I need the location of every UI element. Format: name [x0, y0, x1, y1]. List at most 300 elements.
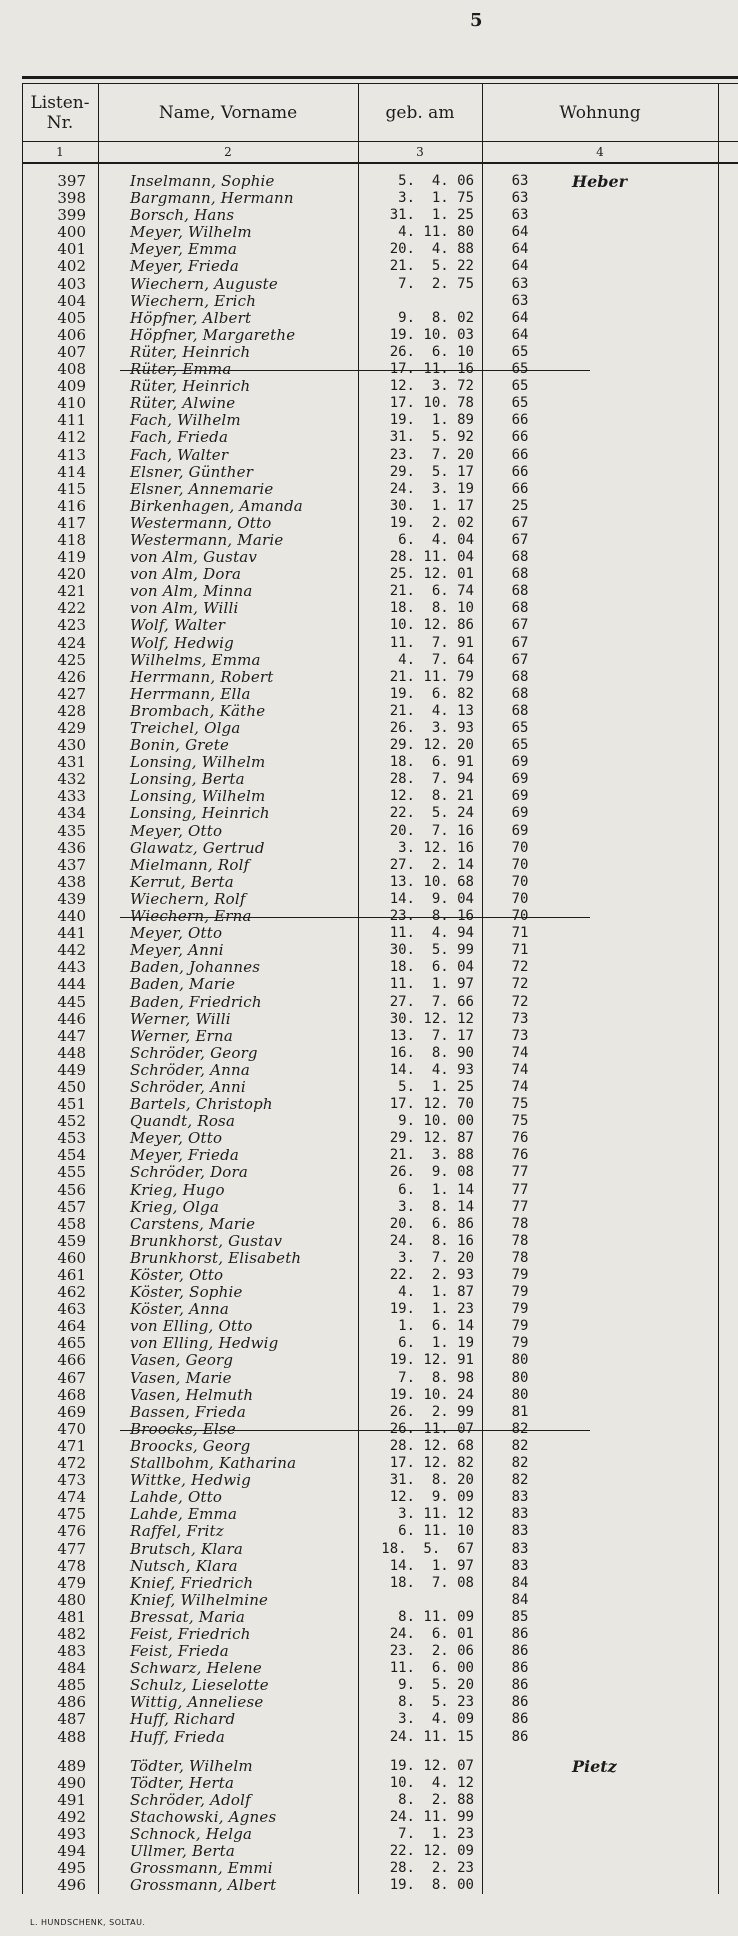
table-row	[0, 1792, 738, 1809]
birth-date: 18. 5. 67	[381, 1540, 474, 1557]
birth-date: 21. 4. 13	[389, 702, 474, 719]
table-row	[0, 720, 738, 737]
list-number: 469	[57, 1402, 86, 1421]
person-name: Elsner, Annemarie	[130, 479, 274, 498]
person-name: Mielmann, Rolf	[130, 855, 250, 874]
birth-date: 19. 8. 00	[389, 1877, 474, 1894]
table-row	[0, 498, 738, 515]
house-number: 65	[511, 737, 529, 754]
birth-date: 24. 8. 16	[389, 1232, 474, 1249]
birth-date: 19. 1. 23	[389, 1301, 474, 1318]
person-name: Wittke, Hedwig	[130, 1471, 252, 1490]
person-name: Carstens, Marie	[130, 1214, 256, 1233]
list-number: 414	[57, 462, 86, 481]
house-number: 76	[511, 1147, 529, 1164]
house-number: 73	[511, 1027, 529, 1044]
list-number: 444	[57, 975, 86, 994]
table-row	[0, 1489, 738, 1506]
person-name: Lonsing, Berta	[130, 770, 245, 789]
table-row	[0, 1541, 738, 1558]
table-row	[0, 1233, 738, 1250]
house-number: 83	[511, 1557, 529, 1574]
person-name: Höpfner, Margarethe	[130, 325, 296, 344]
person-name: Glawatz, Gertrud	[130, 838, 265, 857]
house-number: 67	[511, 617, 529, 634]
table-row	[0, 1643, 738, 1660]
table-row	[0, 1575, 738, 1592]
house-number: 69	[511, 805, 529, 822]
list-number: 493	[57, 1825, 86, 1843]
table-row	[0, 976, 738, 993]
birth-date: 7. 8. 98	[398, 1369, 474, 1386]
birth-date: 20. 6. 86	[389, 1215, 474, 1232]
table-row	[0, 959, 738, 976]
person-name: Rüter, Emma	[130, 360, 232, 379]
table-row	[0, 1711, 738, 1728]
list-number: 457	[57, 1197, 86, 1216]
person-name: Stallbohm, Katharina	[130, 1454, 297, 1473]
table-row	[0, 805, 738, 822]
person-name: Brombach, Käthe	[130, 701, 266, 720]
table-row	[0, 447, 738, 464]
person-name: Raffel, Fritz	[130, 1522, 224, 1541]
birth-date: 30. 1. 17	[389, 497, 474, 514]
birth-date: 14. 9. 04	[389, 890, 474, 907]
birth-date: 18. 6. 04	[389, 959, 474, 976]
birth-date: 11. 4. 94	[389, 925, 474, 942]
house-number: 69	[511, 754, 529, 771]
birth-date: 24. 3. 19	[389, 480, 474, 497]
table-row	[0, 994, 738, 1011]
table-row	[0, 1250, 738, 1267]
birth-date: 10. 4. 12	[389, 1774, 474, 1791]
list-number: 427	[57, 684, 86, 703]
table-row	[0, 1809, 738, 1826]
person-name: Baden, Johannes	[130, 958, 261, 977]
list-number: 450	[57, 1077, 86, 1096]
birth-date: 26. 11. 07	[389, 1420, 474, 1437]
birth-date: 8. 2. 88	[398, 1791, 474, 1808]
house-number: 86	[511, 1643, 529, 1660]
table-row	[0, 1284, 738, 1301]
house-number: 84	[511, 1574, 529, 1591]
list-number: 425	[57, 650, 86, 669]
list-number: 398	[57, 189, 86, 208]
person-name: Inselmann, Sophie	[130, 172, 275, 190]
birth-date: 3. 11. 12	[398, 1506, 474, 1523]
person-name: Schwarz, Helene	[130, 1659, 262, 1678]
list-number: 434	[57, 804, 86, 823]
person-name: Feist, Frieda	[130, 1642, 229, 1661]
birth-date: 20. 7. 16	[389, 822, 474, 839]
person-name: Tödter, Wilhelm	[130, 1756, 253, 1775]
table-row	[0, 1267, 738, 1284]
person-name: Bressat, Maria	[130, 1607, 245, 1626]
person-name: Höpfner, Albert	[130, 308, 252, 327]
house-number: 76	[511, 1130, 529, 1147]
birth-date: 26. 3. 93	[389, 720, 474, 736]
table-row	[0, 823, 738, 840]
list-number: 491	[57, 1790, 86, 1809]
list-number: 439	[57, 889, 86, 908]
list-number: 478	[57, 1556, 86, 1575]
list-number: 480	[57, 1590, 86, 1609]
birth-date: 19. 12. 91	[389, 1352, 474, 1369]
list-number: 401	[57, 240, 86, 259]
person-name: Huff, Frieda	[130, 1727, 226, 1746]
list-number: 420	[57, 565, 86, 584]
list-number: 451	[57, 1095, 86, 1114]
column-number: 3	[416, 145, 424, 159]
person-name: Westermann, Marie	[130, 530, 284, 549]
person-name: Brutsch, Klara	[130, 1539, 244, 1558]
house-number: 79	[511, 1335, 529, 1352]
list-number: 441	[57, 924, 86, 943]
table-row	[0, 395, 738, 412]
header-rule	[22, 141, 738, 142]
birth-date: 3. 8. 14	[398, 1198, 474, 1215]
table-row	[0, 241, 738, 258]
person-name: Bargmann, Hermann	[130, 189, 294, 208]
birth-date: 25. 12. 01	[389, 566, 474, 583]
list-number: 464	[57, 1317, 86, 1336]
birth-date: 27. 7. 66	[389, 993, 474, 1010]
person-name: Feist, Friedrich	[130, 1624, 251, 1643]
person-name: von Alm, Gustav	[130, 548, 258, 567]
person-name: Schröder, Anni	[130, 1077, 246, 1096]
list-number: 466	[57, 1351, 86, 1370]
person-name: Fach, Walter	[130, 445, 229, 464]
list-number: 408	[57, 360, 86, 379]
table-row	[0, 754, 738, 771]
list-number: 456	[57, 1180, 86, 1199]
person-name: Schröder, Anna	[130, 1060, 250, 1079]
house-number: 83	[511, 1540, 529, 1557]
table-row	[0, 1455, 738, 1472]
birth-date: 5. 4. 06	[398, 173, 474, 189]
birth-date: 16. 8. 90	[389, 1044, 474, 1061]
person-name: Werner, Willi	[130, 1009, 231, 1028]
house-number: 84	[511, 1591, 529, 1608]
house-number: 64	[511, 241, 529, 258]
list-number: 487	[57, 1710, 86, 1729]
person-name: von Elling, Hedwig	[130, 1334, 279, 1353]
list-number: 426	[57, 667, 86, 686]
table-row	[0, 412, 738, 429]
birth-date: 31. 8. 20	[389, 1472, 474, 1489]
list-number: 449	[57, 1060, 86, 1079]
birth-date: 18. 7. 08	[389, 1574, 474, 1591]
list-number: 494	[57, 1842, 86, 1861]
birth-date: 24. 11. 15	[389, 1728, 474, 1745]
birth-date: 22. 12. 09	[389, 1843, 474, 1860]
list-number: 476	[57, 1522, 86, 1541]
birth-date: 21. 11. 79	[389, 668, 474, 685]
table-row	[0, 344, 738, 361]
house-number: 63	[511, 190, 529, 207]
person-name: Baden, Marie	[130, 975, 236, 994]
list-number: 445	[57, 992, 86, 1011]
birth-date: 14. 1. 97	[389, 1557, 474, 1574]
house-number: 66	[511, 429, 529, 446]
table-row	[0, 600, 738, 617]
house-number: 86	[511, 1711, 529, 1728]
house-number: 82	[511, 1455, 529, 1472]
table-row	[0, 1028, 738, 1045]
list-number: 448	[57, 1043, 86, 1062]
person-name: von Alm, Willi	[130, 599, 239, 618]
table-row	[0, 1523, 738, 1540]
table-row	[0, 1011, 738, 1028]
house-number: 83	[511, 1489, 529, 1506]
column-number: 1	[56, 145, 64, 159]
house-number: 70	[511, 890, 529, 907]
list-number: 431	[57, 753, 86, 772]
house-number: 67	[511, 634, 529, 651]
list-number: 483	[57, 1642, 86, 1661]
list-number: 418	[57, 530, 86, 549]
table-row	[0, 310, 738, 327]
header-birth-date: geb. am	[385, 103, 455, 123]
table-row	[0, 1860, 738, 1877]
person-name: Meyer, Otto	[130, 924, 223, 943]
person-name: Meyer, Emma	[130, 240, 238, 259]
house-number: 79	[511, 1267, 529, 1283]
birth-date: 29. 5. 17	[389, 463, 474, 480]
house-number: 68	[511, 702, 529, 719]
birth-date: 9. 8. 02	[398, 309, 474, 326]
person-name: Meyer, Frieda	[130, 1146, 240, 1165]
list-number: 413	[57, 445, 86, 464]
birth-date: 8. 11. 09	[398, 1608, 474, 1625]
house-number: 66	[511, 463, 529, 480]
birth-date: 28. 2. 23	[389, 1860, 474, 1877]
birth-date: 3. 7. 20	[398, 1249, 474, 1266]
table-row	[0, 1045, 738, 1062]
house-number: 68	[511, 549, 529, 566]
list-number: 465	[57, 1334, 86, 1353]
house-number: 86	[511, 1694, 529, 1711]
table-row	[0, 1758, 738, 1775]
list-number: 432	[57, 770, 86, 789]
table-row	[0, 1694, 738, 1711]
table-row	[0, 583, 738, 600]
person-name: Wittig, Anneliese	[130, 1693, 264, 1712]
list-number: 454	[57, 1146, 86, 1165]
birth-date: 17. 11. 16	[389, 361, 474, 378]
person-name: Rüter, Alwine	[130, 394, 236, 413]
birth-date: 18. 6. 91	[389, 754, 474, 771]
birth-date: 26. 2. 99	[389, 1403, 474, 1420]
house-number: 80	[511, 1352, 529, 1369]
person-name: Knief, Wilhelmine	[130, 1590, 269, 1609]
birth-date: 27. 2. 14	[389, 856, 474, 873]
person-name: Rüter, Heinrich	[130, 377, 251, 396]
list-number: 485	[57, 1676, 86, 1695]
street-name: Heber	[572, 172, 628, 191]
house-number: 75	[511, 1096, 529, 1113]
birth-date: 19. 2. 02	[389, 514, 474, 531]
birth-date: 11. 1. 97	[389, 976, 474, 993]
table-row	[0, 1558, 738, 1575]
house-number: 86	[511, 1625, 529, 1642]
list-number: 495	[57, 1859, 86, 1878]
birth-date: 31. 5. 92	[389, 429, 474, 446]
house-number: 69	[511, 788, 529, 805]
table-row	[0, 1113, 738, 1130]
person-name: Bartels, Christoph	[130, 1095, 273, 1114]
person-name: Lonsing, Wilhelm	[130, 753, 266, 772]
list-number: 442	[57, 941, 86, 960]
birth-date: 19. 12. 07	[389, 1757, 474, 1774]
house-number: 66	[511, 480, 529, 497]
table-row	[0, 1592, 738, 1609]
birth-date: 30. 5. 99	[389, 942, 474, 959]
birth-date: 11. 7. 91	[389, 634, 474, 651]
table-row	[0, 1877, 738, 1894]
house-number: 68	[511, 583, 529, 600]
house-number: 65	[511, 378, 529, 395]
list-number: 455	[57, 1163, 86, 1182]
list-number: 453	[57, 1129, 86, 1148]
person-name: Schröder, Adolf	[130, 1790, 251, 1809]
table-row	[0, 840, 738, 857]
person-name: Brunkhorst, Gustav	[130, 1231, 283, 1250]
list-number: 409	[57, 377, 86, 396]
house-number: 72	[511, 976, 529, 993]
birth-date: 23. 2. 06	[389, 1643, 474, 1660]
birth-date: 13. 7. 17	[389, 1027, 474, 1044]
table-row	[0, 532, 738, 549]
table-row	[0, 1729, 738, 1746]
house-number: 71	[511, 942, 529, 959]
list-number: 477	[57, 1539, 86, 1558]
list-number: 429	[57, 719, 86, 737]
birth-date: 14. 4. 93	[389, 1061, 474, 1078]
house-number: 63	[511, 207, 529, 224]
list-number: 460	[57, 1248, 86, 1267]
house-number: 80	[511, 1386, 529, 1403]
birth-date: 9. 10. 00	[398, 1113, 474, 1130]
list-number: 406	[57, 325, 86, 344]
person-name: Tödter, Herta	[130, 1773, 235, 1792]
person-name: Herrmann, Ella	[130, 684, 251, 703]
house-number: 72	[511, 959, 529, 976]
table-row	[0, 635, 738, 652]
house-number: 71	[511, 925, 529, 942]
person-name: Knief, Friedrich	[130, 1573, 254, 1592]
person-name: Vasen, Marie	[130, 1368, 232, 1387]
birth-date: 7. 1. 23	[398, 1826, 474, 1842]
person-name: Meyer, Wilhelm	[130, 223, 252, 242]
birth-date: 19. 10. 24	[389, 1386, 474, 1403]
person-name: Wiechern, Rolf	[130, 889, 246, 908]
birth-date: 10. 12. 86	[389, 617, 474, 634]
person-name: Fach, Wilhelm	[130, 411, 241, 430]
house-number: 69	[511, 822, 529, 839]
list-number: 415	[57, 479, 86, 498]
birth-date: 24. 6. 01	[389, 1625, 474, 1642]
birth-date: 13. 10. 68	[389, 873, 474, 890]
list-number: 412	[57, 428, 86, 447]
house-number: 69	[511, 771, 529, 788]
table-row	[0, 276, 738, 293]
table-row	[0, 1301, 738, 1318]
birth-date: 28. 12. 68	[389, 1437, 474, 1454]
house-number: 64	[511, 326, 529, 343]
street-name: Pietz	[572, 1756, 617, 1776]
birth-date: 22. 5. 24	[389, 805, 474, 822]
birth-date: 5. 1. 25	[398, 1078, 474, 1095]
birth-date: 12. 3. 72	[389, 378, 474, 395]
house-number: 77	[511, 1198, 529, 1215]
list-number: 405	[57, 308, 86, 327]
birth-date: 8. 5. 23	[398, 1694, 474, 1711]
person-name: Bonin, Grete	[130, 736, 230, 755]
table-row	[0, 788, 738, 805]
person-name: Wiechern, Erich	[130, 291, 257, 310]
birth-date: 4. 11. 80	[398, 224, 474, 241]
list-number: 486	[57, 1693, 86, 1712]
birth-date: 19. 1. 89	[389, 412, 474, 429]
table-row	[0, 669, 738, 686]
person-name: Lonsing, Heinrich	[130, 804, 270, 823]
house-number: 67	[511, 531, 529, 548]
birth-date: 6. 11. 10	[398, 1523, 474, 1540]
person-name: Meyer, Otto	[130, 821, 223, 840]
person-name: Broocks, Else	[130, 1419, 236, 1438]
list-number: 474	[57, 1488, 86, 1507]
house-number: 63	[511, 275, 529, 292]
house-number: 25	[511, 497, 529, 514]
list-number: 490	[57, 1773, 86, 1792]
list-number: 462	[57, 1283, 86, 1302]
table-row	[0, 1421, 738, 1438]
person-name: Lahde, Emma	[130, 1505, 238, 1524]
person-name: Ullmer, Berta	[130, 1842, 236, 1861]
person-name: Herrmann, Robert	[130, 667, 274, 686]
table-row	[0, 1130, 738, 1147]
house-number: 77	[511, 1181, 529, 1198]
house-number: 67	[511, 514, 529, 531]
birth-date: 26. 9. 08	[389, 1164, 474, 1181]
list-number: 489	[57, 1756, 86, 1775]
table-row	[0, 1318, 738, 1335]
table-row	[0, 549, 738, 566]
birth-date: 3. 1. 75	[398, 190, 474, 207]
table-row	[0, 874, 738, 891]
list-number: 467	[57, 1368, 86, 1387]
birth-date: 6. 1. 19	[398, 1335, 474, 1352]
table-row	[0, 737, 738, 754]
table-row	[0, 1626, 738, 1643]
house-number: 64	[511, 258, 529, 275]
list-number: 463	[57, 1300, 86, 1319]
house-number: 78	[511, 1232, 529, 1249]
table-row	[0, 1438, 738, 1455]
table-row	[0, 1775, 738, 1792]
list-number: 403	[57, 274, 86, 293]
house-number: 63	[511, 173, 529, 189]
table-row	[0, 429, 738, 446]
house-number: 83	[511, 1506, 529, 1523]
person-name: Meyer, Frieda	[130, 257, 240, 276]
list-number: 470	[57, 1419, 86, 1438]
list-number: 423	[57, 616, 86, 635]
person-name: Wiechern, Auguste	[130, 274, 278, 293]
birth-date: 28. 11. 04	[389, 549, 474, 566]
house-number: 75	[511, 1113, 529, 1130]
